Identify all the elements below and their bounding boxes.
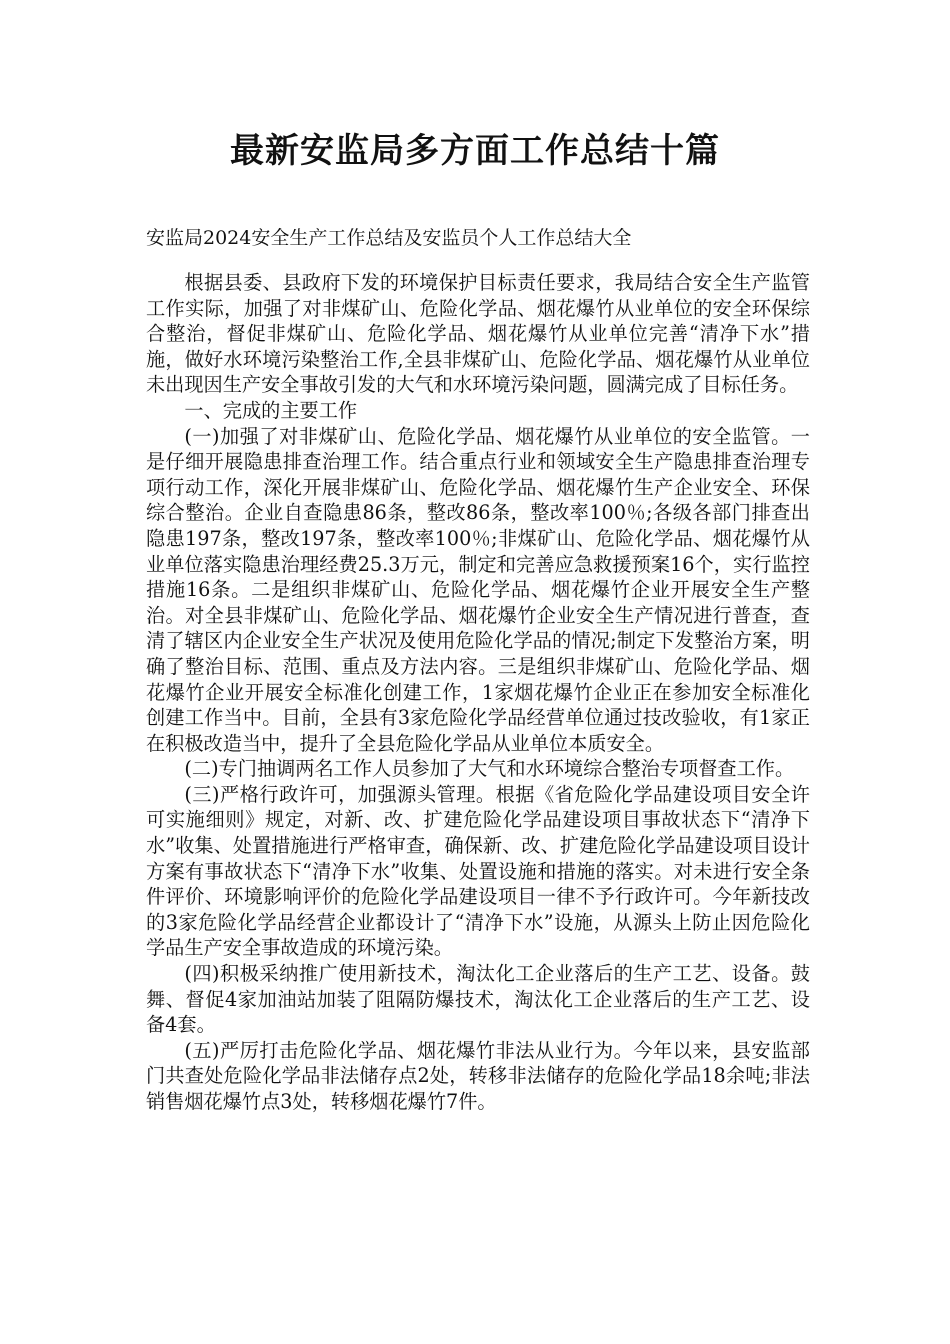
document-body (146, 270, 810, 1115)
paragraph-item-1: (一)加强了对非煤矿山、危险化学品、烟花爆竹从业单位的安全监管。一是仔细开展隐患排查治理工作。结合重点行业和领域安全生产隐患排查治理专项行动工作，深化开展非煤矿山、危险化学品、烟花爆竹生产企业安全、环保综合整治。企业自查隐患86条，整改86条，整改率100％;各级各部门排查出隐患197条，整改197条，整改率100％;非煤矿山、危险化学品、烟花爆竹从业单位落实隐患治理经费25.3万元，制定和完善应急救援预案16个，实行监控措施16条。二是组织非煤矿山、危险化学品、烟花爆竹企业开展安全生产整治。对全县非煤矿山、危险化学品、烟花爆竹企业安全生产情况进行普查，查清了辖区内企业安全生产状况及使用危险化学品的情况;制定下发整治方案，明确了整治目标、范围、重点及方法内容。三是组织非煤矿山、危险化学品、烟花爆竹企业开展安全标准化创建工作，1家烟花爆竹企业正在参加安全标准化创建工作当中。目前，全县有3家危险化学品经营单位通过技改验收，有1家正在积极改造当中，提升了全县危险化学品从业单位本质安全。 (146, 424, 810, 755)
paragraph-item-3: (三)严格行政许可，加强源头管理。根据《省危险化学品建设项目安全许可实施细则》规定，对新、改、扩建危险化学品建设项目事故状态下“清净下水”收集、处置措施进行严格审查，确保新、改、扩建危险化学品建设项目设计方案有事故状态下“清净下水”收集、处置设施和措施的落实。对未进行安全条件评价、环境影响评价的危险化学品建设项目一律不予行政许可。今年新技改的3家危险化学品经营企业都设计了“清净下水”设施，从源头上防止因危险化学品生产安全事故造成的环境污染。 (146, 782, 810, 960)
paragraph-item-4: (四)积极采纳推广使用新技术，淘汰化工企业落后的生产工艺、设备。鼓舞、督促4家加油站加装了阻隔防爆技术，淘汰化工企业落后的生产工艺、设备4套。 (146, 962, 810, 1037)
paragraph-intro: 根据县委、县政府下发的环境保护目标责任要求，我局结合安全生产监管工作实际，加强了对非煤矿山、危险化学品、烟花爆竹从业单位的安全环保综合整治，督促非煤矿山、危险化学品、烟花爆竹从业单位完善“清净下水”措施，做好水环境污染整治工作,全县非煤矿山、危险化学品、烟花爆竹从业单位未出现因生产安全事故引发的大气和水环境污染问题，圆满完成了目标任务。 (146, 271, 810, 397)
document-subtitle: 安监局2024安全生产工作总结及安监员个人工作总结大全 (146, 227, 632, 249)
section-heading-main-work: 一、完成的主要工作 (184, 398, 358, 422)
paragraph-item-2: (二)专门抽调两名工作人员参加了大气和水环境综合整治专项督查工作。 (184, 757, 795, 781)
document-title: 最新安监局多方面工作总结十篇 (230, 131, 720, 171)
paragraph-item-5: (五)严厉打击危险化学品、烟花爆竹非法从业行为。今年以来，县安监部门共查处危险化学品非法储存点2处，转移非法储存的危险化学品18余吨;非法销售烟花爆竹点3处，转移烟花爆竹7件。 (146, 1038, 810, 1113)
